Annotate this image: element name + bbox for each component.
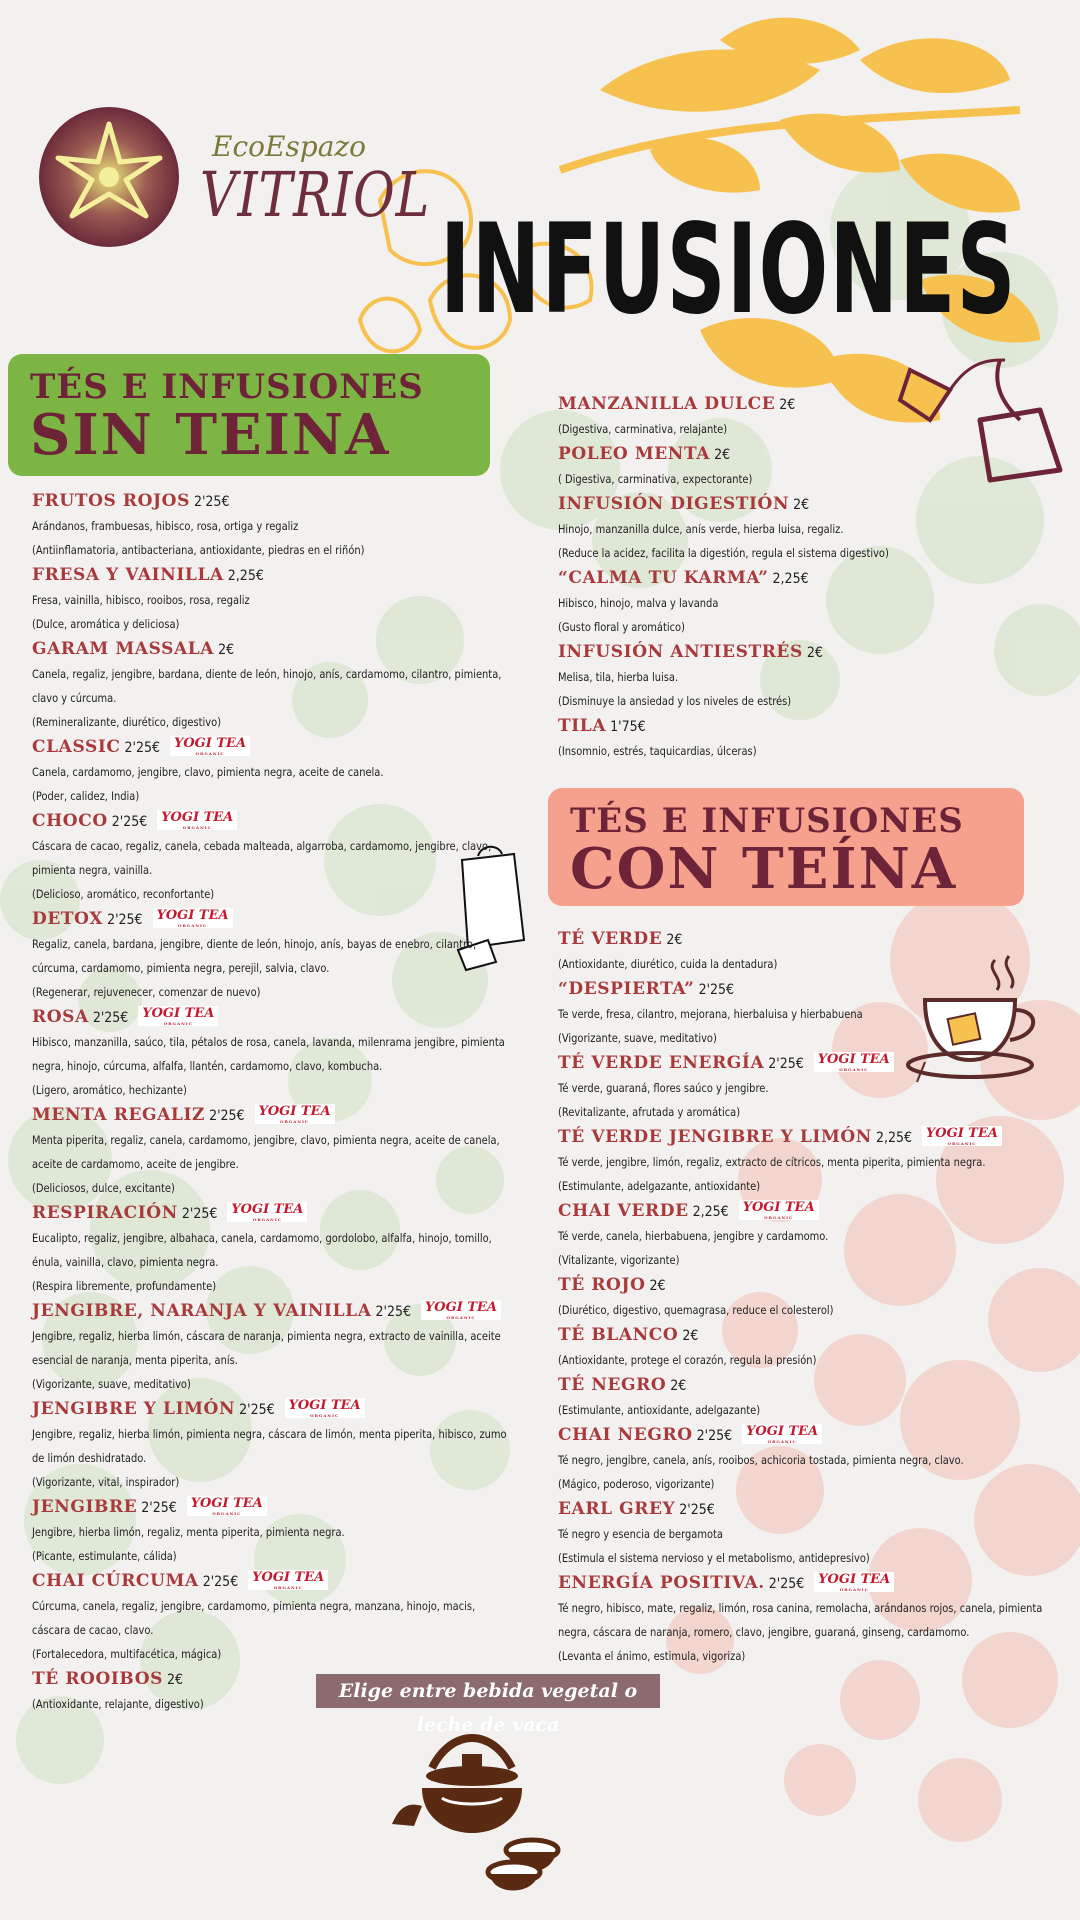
menu-item — [32, 1004, 512, 1102]
menu-item-header — [558, 639, 1058, 665]
menu-item-properties: (Regenerar, rejuvenecer, comenzar de nuevo) — [32, 985, 261, 999]
teapot-icon — [392, 1728, 592, 1898]
menu-item-price: 2'25€ — [124, 740, 161, 756]
menu-item-name: TÉ VERDE — [558, 929, 663, 949]
menu-item-price: 2€ — [670, 1378, 687, 1394]
menu-item-name: ENERGÍA POSITIVA. — [558, 1573, 765, 1593]
menu-item-price: 2€ — [714, 447, 731, 463]
section-banner-line2: SIN TEINA — [30, 402, 391, 468]
menu-item-header — [558, 391, 1058, 417]
brand-name-big: VITRIOL — [200, 158, 431, 231]
yogi-tea-sublabel: ORGANIC — [195, 750, 225, 756]
menu-item — [558, 926, 1058, 976]
menu-item-price: 2'25€ — [375, 1304, 412, 1320]
menu-item-properties: (Diurético, digestivo, quemagrasa, reduce el colesterol) — [558, 1303, 834, 1317]
menu-item-price: 2€ — [779, 397, 796, 413]
yogi-tea-label: YOGI TEA — [190, 1495, 263, 1511]
menu-item-properties: (Remineralizante, diurético, digestivo) — [32, 715, 222, 729]
menu-item-header — [32, 636, 512, 662]
yogi-tea-label: YOGI TEA — [746, 1423, 819, 1439]
yogi-tea-logo — [227, 1202, 307, 1222]
menu-item-properties: (Estimulante, adelgazante, antioxidante) — [558, 1179, 761, 1193]
menu-item-description: Té verde, jengibre, limón, regaliz, extracto de cítricos, menta piperita, pimienta negra. — [558, 1155, 986, 1169]
menu-item-properties: (Gusto floral y aromático) — [558, 620, 685, 634]
menu-item-description: Cáscara de cacao, regaliz, canela, cebada malteada, algarroba, cardamomo, jengibre, clavo, pimienta negra, vainilla. — [32, 839, 492, 877]
yogi-tea-logo — [814, 1052, 894, 1072]
menu-item-name: FRESA Y VAINILLA — [32, 565, 224, 585]
yogi-tea-logo — [742, 1424, 822, 1444]
menu-item-properties: (Picante, estimulante, cálida) — [32, 1549, 177, 1563]
menu-item-header — [32, 562, 512, 588]
menu-item-description: Canela, cardamomo, jengibre, clavo, pimienta negra, aceite de canela. — [32, 765, 384, 779]
menu-item-header — [558, 491, 1058, 517]
menu-item-name: FRUTOS ROJOS — [32, 491, 190, 511]
yogi-tea-logo — [248, 1570, 328, 1590]
yogi-tea-logo — [922, 1126, 1002, 1146]
menu-item-description: Hibisco, manzanilla, saúco, tila, pétalos de rosa, canela, lavanda, milenrama jengibre, pimienta negra, hinojo, cúrcuma, alfalfa, llantén, cardamomo, clavo, kombucha. — [32, 1035, 505, 1073]
menu-item-name: “CALMA TU KARMA” — [558, 568, 769, 588]
menu-item — [558, 1372, 1058, 1422]
menu-item-header — [558, 713, 1058, 739]
menu-item-properties: (Vitalizante, vigorizante) — [558, 1253, 680, 1267]
logo-star-icon — [38, 106, 180, 248]
menu-item-properties: (Reduce la acidez, facilita la digestión, regula el sistema digestivo) — [558, 546, 889, 560]
menu-item-price: 2€ — [167, 1672, 184, 1688]
menu-item-price: 2'25€ — [92, 1010, 129, 1026]
section-banner-con-teina — [548, 788, 1024, 906]
menu-item-header — [558, 565, 1058, 591]
menu-item — [32, 1102, 512, 1200]
menu-item-properties: (Disminuye la ansiedad y los niveles de estrés) — [558, 694, 792, 708]
menu-item-properties: (Deliciosos, dulce, excitante) — [32, 1181, 175, 1195]
menu-item-header — [558, 441, 1058, 467]
menu-item-description: Té negro y esencia de bergamota — [558, 1527, 723, 1541]
yogi-tea-label: YOGI TEA — [742, 1199, 815, 1215]
menu-item-properties: ( Digestiva, carminativa, expectorante) — [558, 472, 753, 486]
menu-item-name: CHAI NEGRO — [558, 1425, 693, 1445]
menu-item-price: 2'25€ — [696, 1428, 733, 1444]
menu-item-properties: (Dulce, aromática y deliciosa) — [32, 617, 180, 631]
menu-item — [32, 734, 512, 808]
menu-item — [558, 1496, 1058, 1570]
menu-item-header — [32, 1396, 512, 1422]
menu-item — [32, 1200, 512, 1298]
page-title: INFUSIONES — [440, 198, 1017, 342]
menu-item-properties: (Ligero, aromático, hechizante) — [32, 1083, 187, 1097]
menu-item-properties: (Mágico, poderoso, vigorizante) — [558, 1477, 715, 1491]
yogi-tea-sublabel: ORGANIC — [310, 1412, 340, 1418]
menu-item-description: Hinojo, manzanilla dulce, anís verde, hierba luisa, regaliz. — [558, 522, 844, 536]
menu-item-description: Menta piperita, regaliz, canela, cardamomo, jengibre, clavo, pimienta negra, aceite de canela, aceite de cardamomo, aceite de jengibre. — [32, 1133, 500, 1171]
menu-item — [558, 1198, 1058, 1272]
menu-item-header — [558, 1272, 1058, 1298]
menu-item-price: 2'25€ — [111, 814, 148, 830]
menu-item-header — [558, 1570, 1058, 1596]
yogi-tea-label: YOGI TEA — [258, 1103, 331, 1119]
menu-item-description: Fresa, vainilla, hibisco, rooibos, rosa, regaliz — [32, 593, 250, 607]
yogi-tea-sublabel: ORGANIC — [446, 1314, 476, 1320]
menu-item-price: 2'25€ — [193, 494, 230, 510]
menu-item-price: 2'25€ — [202, 1574, 239, 1590]
yogi-tea-sublabel: ORGANIC — [280, 1118, 310, 1124]
menu-item-name: INFUSIÓN DIGESTIÓN — [558, 494, 790, 514]
menu-item-header — [558, 976, 1058, 1002]
menu-item-name: TÉ NEGRO — [558, 1375, 667, 1395]
menu-item — [558, 565, 1058, 639]
menu-item-price: 2€ — [649, 1278, 666, 1294]
menu-item-properties: (Antioxidante, relajante, digestivo) — [32, 1697, 204, 1711]
menu-item-properties: (Estimula el sistema nervioso y el metabolismo, antidepresivo) — [558, 1551, 870, 1565]
section-banner-line1: TÉS E INFUSIONES — [570, 801, 964, 841]
yogi-tea-label: YOGI TEA — [817, 1051, 890, 1067]
menu-item-price: 2'25€ — [181, 1206, 218, 1222]
yogi-tea-label: YOGI TEA — [818, 1571, 891, 1587]
footer-note: Elige entre bebida vegetal o leche de vaca — [316, 1674, 660, 1708]
menu-item-description: Jengibre, regaliz, hierba limón, pimienta negra, cáscara de limón, menta piperita, hibisco, zumo de limón deshidratado. — [32, 1427, 507, 1465]
menu-item-name: MENTA REGALIZ — [32, 1105, 206, 1125]
menu-item-properties: (Antiinflamatoria, antibacteriana, antioxidante, piedras en el riñón) — [32, 543, 365, 557]
menu-item — [558, 1570, 1058, 1668]
menu-item-header — [558, 926, 1058, 952]
yogi-tea-logo — [170, 736, 250, 756]
menu-item-price: 2€ — [682, 1328, 699, 1344]
menu-item-description: Hibisco, hinojo, malva y lavanda — [558, 596, 719, 610]
menu-item-price: 2,25€ — [875, 1130, 912, 1146]
menu-item-price: 2,25€ — [227, 568, 264, 584]
yogi-tea-logo — [255, 1104, 335, 1124]
menu-item-price: 2€ — [666, 932, 683, 948]
yogi-tea-logo — [814, 1572, 894, 1592]
menu-item-price: 2,25€ — [692, 1204, 729, 1220]
menu-item-properties: (Vigorizante, suave, meditativo) — [32, 1377, 191, 1391]
menu-item-header — [32, 1298, 512, 1324]
menu-item — [32, 1568, 512, 1666]
section-banner-sin-teina — [8, 354, 490, 476]
menu-item — [32, 808, 512, 906]
menu-item-header — [32, 1102, 512, 1128]
brand-name-small: EcoEspazo — [212, 130, 367, 163]
yogi-tea-sublabel: ORGANIC — [839, 1066, 869, 1072]
menu-item-header — [558, 1496, 1058, 1522]
menu-item-price: 2'25€ — [679, 1502, 715, 1518]
yogi-tea-label: YOGI TEA — [174, 735, 247, 751]
menu-item-properties: (Insomnio, estrés, taquicardias, úlceras) — [558, 744, 757, 758]
menu-item-properties: (Levanta el ánimo, estimula, vigoriza) — [558, 1649, 746, 1663]
menu-item-price: 2,25€ — [772, 571, 809, 587]
menu-item-name: TÉ ROOIBOS — [32, 1669, 163, 1689]
menu-item-header — [558, 1422, 1058, 1448]
menu-item-header — [32, 734, 512, 760]
menu-item-properties: (Poder, calidez, India) — [32, 789, 140, 803]
yogi-tea-logo — [285, 1398, 365, 1418]
menu-item-name: ROSA — [32, 1007, 89, 1027]
menu-item-properties: (Fortalecedora, multifacética, mágica) — [32, 1647, 222, 1661]
menu-item-name: TÉ VERDE ENERGÍA — [558, 1053, 765, 1073]
menu-item — [558, 441, 1058, 491]
menu-item-header — [32, 1200, 512, 1226]
menu-item-description: Té negro, jengibre, canela, anís, rooibos, achicoria tostada, pimienta negra, clavo. — [558, 1453, 964, 1467]
menu-column-left — [32, 488, 512, 1716]
menu-item — [32, 906, 512, 1004]
menu-item — [558, 1422, 1058, 1496]
yogi-tea-sublabel: ORGANIC — [273, 1584, 303, 1590]
menu-item-header — [558, 1198, 1058, 1224]
menu-item-description: Eucalipto, regaliz, jengibre, albahaca, canela, cardamomo, gordolobo, alfalfa, hinojo, tomillo, énula, vainilla, clavo, pimienta negra. — [32, 1231, 492, 1269]
section-banner-line2: CON TEÍNA — [570, 836, 958, 902]
menu-item — [32, 488, 512, 562]
menu-item — [558, 713, 1058, 763]
yogi-tea-logo — [138, 1006, 218, 1026]
menu-item-description: Jengibre, regaliz, hierba limón, cáscara de naranja, pimienta negra, extracto de vainilla, aceite esencial de naranja, menta piperita, anís. — [32, 1329, 501, 1367]
yogi-tea-label: YOGI TEA — [156, 907, 229, 923]
menu-item-price: 2'25€ — [141, 1500, 177, 1516]
menu-item-name: CHAI CÚRCUMA — [32, 1571, 199, 1591]
menu-item — [32, 1396, 512, 1494]
menu-item-name: TÉ ROJO — [558, 1275, 646, 1295]
yogi-tea-logo — [157, 810, 237, 830]
menu-item-description: Té negro, hibisco, mate, regaliz, limón, rosa canina, remolacha, arándanos rojos, canela, pimienta negra, cáscara de naranja, romero, clavo, jengibre, guaraná, ginseng, cardamomo. — [558, 1601, 1043, 1639]
yogi-tea-sublabel: ORGANIC — [947, 1140, 977, 1146]
menu-item-name: INFUSIÓN ANTIESTRÉS — [558, 642, 803, 662]
menu-item-description: Canela, regaliz, jengibre, bardana, diente de león, hinojo, anís, cardamomo, cilantro, pimienta, clavo y cúrcuma. — [32, 667, 502, 705]
yogi-tea-logo — [153, 908, 233, 928]
menu-column-right-top — [558, 391, 1058, 763]
yogi-tea-logo — [421, 1300, 501, 1320]
menu-item-header — [32, 1004, 512, 1030]
menu-item-description: Té verde, guaraná, flores saúco y jengibre. — [558, 1081, 769, 1095]
menu-item — [558, 976, 1058, 1050]
menu-item-properties: (Antioxidante, diurético, cuida la dentadura) — [558, 957, 778, 971]
menu-item-properties: (Vigorizante, suave, meditativo) — [558, 1031, 717, 1045]
yogi-tea-label: YOGI TEA — [252, 1569, 325, 1585]
menu-item-price: 2€ — [218, 642, 235, 658]
menu-item-price: 2'25€ — [107, 912, 143, 928]
yogi-tea-logo — [187, 1496, 267, 1516]
menu-item-description: Cúrcuma, canela, regaliz, jengibre, cardamomo, pimienta negra, manzana, hinojo, macis, cáscara de cacao, clavo. — [32, 1599, 476, 1637]
menu-item-name: JENGIBRE, NARANJA Y VAINILLA — [32, 1301, 372, 1321]
menu-item — [32, 636, 512, 734]
yogi-tea-sublabel: ORGANIC — [252, 1216, 282, 1222]
yogi-tea-label: YOGI TEA — [425, 1299, 497, 1315]
menu-item — [558, 391, 1058, 441]
menu-item — [558, 639, 1058, 713]
menu-item-name: GARAM MASSALA — [32, 639, 215, 659]
menu-item-header — [32, 488, 512, 514]
yogi-tea-label: YOGI TEA — [142, 1005, 215, 1021]
menu-item — [32, 1494, 512, 1568]
menu-item-header — [558, 1050, 1058, 1076]
menu-item-name: CHAI VERDE — [558, 1201, 689, 1221]
menu-item-price: 2'25€ — [239, 1402, 275, 1418]
menu-item — [558, 1272, 1058, 1322]
menu-item-header — [558, 1124, 1058, 1150]
menu-item-name: RESPIRACIÓN — [32, 1203, 178, 1223]
menu-item-price: 2'25€ — [209, 1108, 245, 1124]
menu-item — [558, 1124, 1058, 1198]
menu-item-name: TILA — [558, 716, 607, 736]
menu-item-name: JENGIBRE Y LIMÓN — [32, 1399, 236, 1419]
menu-item-properties: (Digestiva, carminativa, relajante) — [558, 422, 728, 436]
menu-item-header — [32, 1494, 512, 1520]
yogi-tea-sublabel: ORGANIC — [163, 1020, 193, 1026]
yogi-tea-sublabel: ORGANIC — [767, 1438, 797, 1444]
menu-item-name: CHOCO — [32, 811, 108, 831]
menu-item-price: 2€ — [793, 497, 810, 513]
yogi-tea-sublabel: ORGANIC — [178, 922, 208, 928]
menu-item-name: DETOX — [32, 909, 104, 929]
menu-item-name: TÉ BLANCO — [558, 1325, 679, 1345]
menu-item-name: MANZANILLA DULCE — [558, 394, 776, 414]
menu-item-header — [558, 1322, 1058, 1348]
menu-item-description: Té verde, canela, hierbabuena, jengibre y cardamomo. — [558, 1229, 829, 1243]
menu-item-name: “DESPIERTA” — [558, 979, 695, 999]
yogi-tea-label: YOGI TEA — [161, 809, 234, 825]
menu-item — [32, 1298, 512, 1396]
menu-column-right-bottom — [558, 926, 1058, 1668]
menu-item-properties: (Antioxidante, protege el corazón, regula la presión) — [558, 1353, 817, 1367]
menu-item-properties: (Respira libremente, profundamente) — [32, 1279, 217, 1293]
yogi-tea-label: YOGI TEA — [288, 1397, 361, 1413]
menu-item-header — [32, 808, 512, 834]
menu-item-price: 1'75€ — [610, 719, 646, 735]
yogi-tea-sublabel: ORGANIC — [212, 1510, 242, 1516]
menu-item — [32, 562, 512, 636]
menu-item-header — [558, 1372, 1058, 1398]
menu-item-name: POLEO MENTA — [558, 444, 711, 464]
section-banner-line1: TÉS E INFUSIONES — [30, 367, 424, 407]
menu-item-description: Regaliz, canela, bardana, jengibre, diente de león, hinojo, anís, bayas de enebro, cilantro, cúrcuma, cardamomo, pimienta negra, perejil, salvia, clavo. — [32, 937, 477, 975]
yogi-tea-label: YOGI TEA — [231, 1201, 304, 1217]
yogi-tea-label: YOGI TEA — [925, 1125, 998, 1141]
menu-item-name: EARL GREY — [558, 1499, 676, 1519]
menu-item-properties: (Delicioso, aromático, reconfortante) — [32, 887, 215, 901]
menu-item-name: CLASSIC — [32, 737, 121, 757]
menu-item-price: 2€ — [806, 645, 823, 661]
menu-item-description: Te verde, fresa, cilantro, mejorana, hierbaluisa y hierbabuena — [558, 1007, 863, 1021]
menu-item-price: 2'25€ — [768, 1576, 805, 1592]
menu-item-price: 2'25€ — [698, 982, 735, 998]
menu-item — [558, 491, 1058, 565]
yogi-tea-logo — [739, 1200, 819, 1220]
yogi-tea-sublabel: ORGANIC — [764, 1214, 794, 1220]
yogi-tea-sublabel: ORGANIC — [839, 1586, 869, 1592]
menu-item-header — [32, 1568, 512, 1594]
yogi-tea-sublabel: ORGANIC — [182, 824, 212, 830]
menu-item-header — [32, 906, 512, 932]
menu-item-description: Arándanos, frambuesas, hibisco, rosa, ortiga y regaliz — [32, 519, 299, 533]
menu-item-properties: (Estimulante, antioxidante, adelgazante) — [558, 1403, 761, 1417]
menu-item-properties: (Revitalizante, afrutada y aromática) — [558, 1105, 741, 1119]
menu-item-properties: (Vigorizante, vital, inspirador) — [32, 1475, 180, 1489]
menu-item-description: Melisa, tila, hierba luisa. — [558, 670, 679, 684]
menu-item-description: Jengibre, hierba limón, regaliz, menta piperita, pimienta negra. — [32, 1525, 345, 1539]
menu-item-price: 2'25€ — [768, 1056, 804, 1072]
menu-item-name: TÉ VERDE JENGIBRE Y LIMÓN — [558, 1127, 872, 1147]
menu-item-name: JENGIBRE — [32, 1497, 138, 1517]
menu-item — [558, 1322, 1058, 1372]
menu-item — [558, 1050, 1058, 1124]
